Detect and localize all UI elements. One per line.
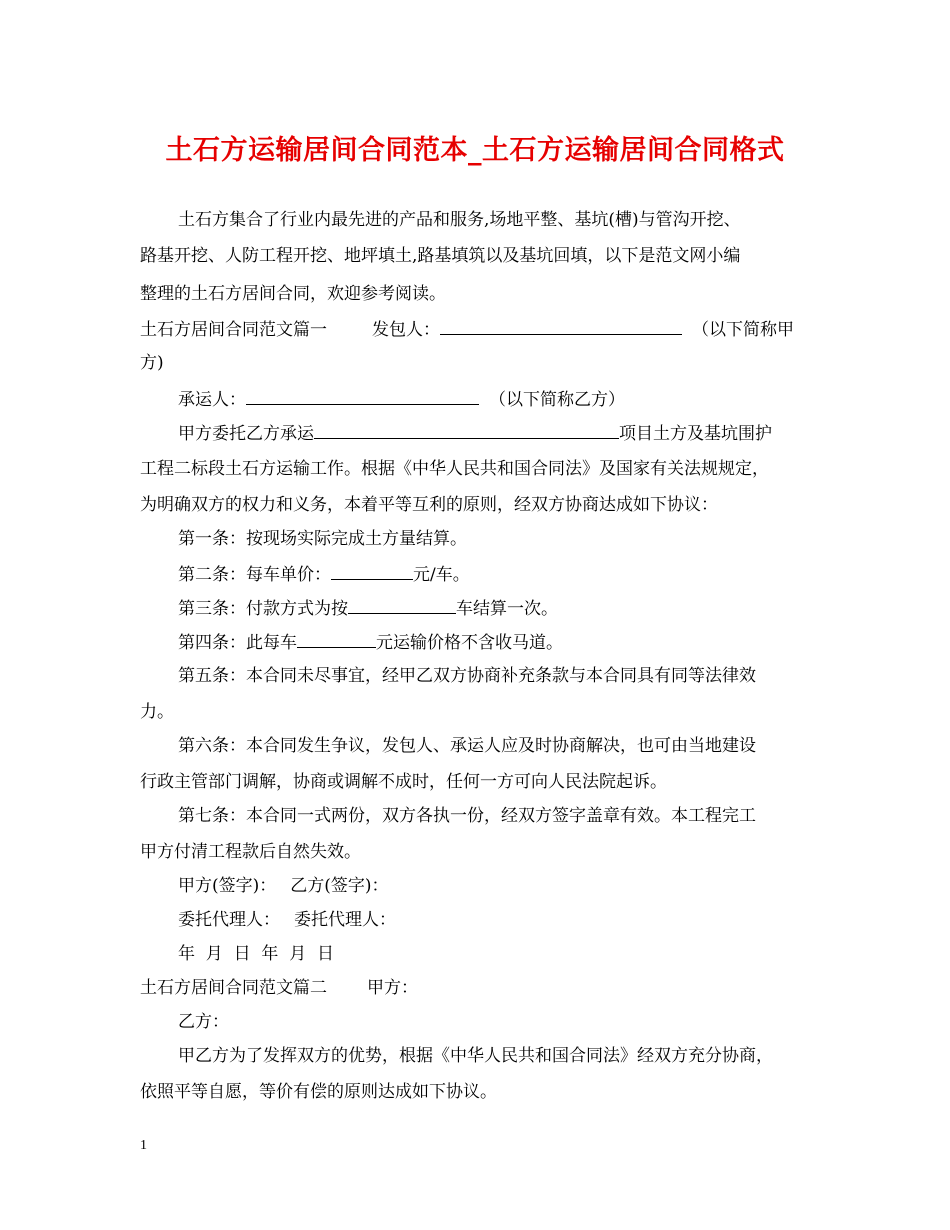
entrust-suffix: 项目土方及基坑围护 (619, 424, 772, 444)
party-b-agent: 委托代理人： (294, 910, 396, 930)
agent-line (178, 908, 396, 932)
sample1-heading: 土石方居间合同范文篇一 (140, 320, 327, 340)
employer-label: 发包人： (372, 320, 440, 340)
carrier-suffix: （以下简称乙方） (489, 390, 625, 410)
per-truck-blank (297, 630, 376, 648)
article-2 (178, 562, 470, 587)
sample1-heading-line (140, 317, 794, 342)
document-title: 土石方运输居间合同范本_土石方运输居间合同格式 (165, 135, 785, 166)
unit-price-blank (331, 562, 413, 580)
article-2-suffix: 元/车。 (413, 565, 470, 585)
carrier-line (178, 387, 625, 412)
article-4 (178, 630, 563, 655)
article-3-suffix: 车结算一次。 (456, 599, 558, 619)
party-a-agent: 委托代理人： (178, 910, 280, 930)
carrier-label: 承运人： (178, 390, 246, 410)
article-3 (178, 596, 558, 621)
article-4-prefix: 第四条：此每车 (178, 633, 297, 653)
entrust-line-3: 为明确双方的权力和义务，本着平等互利的原则，经双方协商达成如下协议： (140, 495, 718, 515)
entrust-prefix: 甲方委托乙方承运 (178, 424, 314, 444)
employer-suffix: （以下简称甲 (692, 320, 794, 340)
employer-suffix-cont: 方) (140, 353, 164, 373)
carrier-blank (246, 387, 479, 405)
article-5-line-1: 第五条：本合同未尽事宜，经甲乙双方协商补充条款与本合同具有同等法律效 (178, 666, 756, 686)
signature-line (178, 874, 389, 898)
entrust-line (178, 421, 772, 446)
intro-line-1: 土石方集合了行业内最先进的产品和服务,场地平整、基坑(槽)与管沟开挖、 (178, 210, 741, 230)
sample2-heading: 土石方居间合同范文篇二 (140, 978, 327, 998)
party-a-signature: 甲方(签字)： (178, 876, 277, 896)
sample2-body-2: 依照平等自愿，等价有偿的原则达成如下协议。 (140, 1082, 497, 1102)
date-line: 年 月 日 年 月 日 (178, 944, 335, 964)
page-number: 1 (140, 1138, 147, 1153)
payment-blank (348, 596, 456, 614)
project-blank (314, 421, 619, 439)
sample2-heading-line (140, 976, 418, 1000)
employer-blank (440, 317, 682, 335)
party-b-signature: 乙方(签字)： (290, 876, 389, 896)
article-1: 第一条：按现场实际完成土方量结算。 (178, 529, 467, 549)
article-6-line-1: 第六条：本合同发生争议，发包人、承运人应及时协商解决，也可由当地建设 (178, 736, 756, 756)
sample2-body-1: 甲乙方为了发挥双方的优势，根据《中华人民共和国合同法》经双方充分协商， (178, 1046, 773, 1066)
article-2-prefix: 第二条：每车单价： (178, 565, 331, 585)
article-7-line-1: 第七条：本合同一式两份，双方各执一份，经双方签字盖章有效。本工程完工 (178, 806, 756, 826)
article-4-suffix: 元运输价格不含收马道。 (376, 633, 563, 653)
article-7-line-2: 甲方付清工程款后自然失效。 (140, 842, 361, 862)
article-3-prefix: 第三条：付款方式为按 (178, 599, 348, 619)
article-6-line-2: 行政主管部门调解，协商或调解不成时，任何一方可向人民法院起诉。 (140, 772, 667, 792)
article-5-line-2: 力。 (140, 702, 174, 722)
intro-line-2: 路基开挖、人防工程开挖、地坪填土,路基填筑以及基坑回填，以下是范文网小编 (140, 246, 741, 266)
entrust-line-2: 工程二标段土石方运输工作。根据《中华人民共和国合同法》及国家有关法规规定， (140, 459, 769, 479)
intro-line-3: 整理的土石方居间合同，欢迎参考阅读。 (140, 284, 446, 304)
sample2-party-b: 乙方： (178, 1012, 229, 1032)
sample2-party-a: 甲方： (367, 978, 418, 998)
